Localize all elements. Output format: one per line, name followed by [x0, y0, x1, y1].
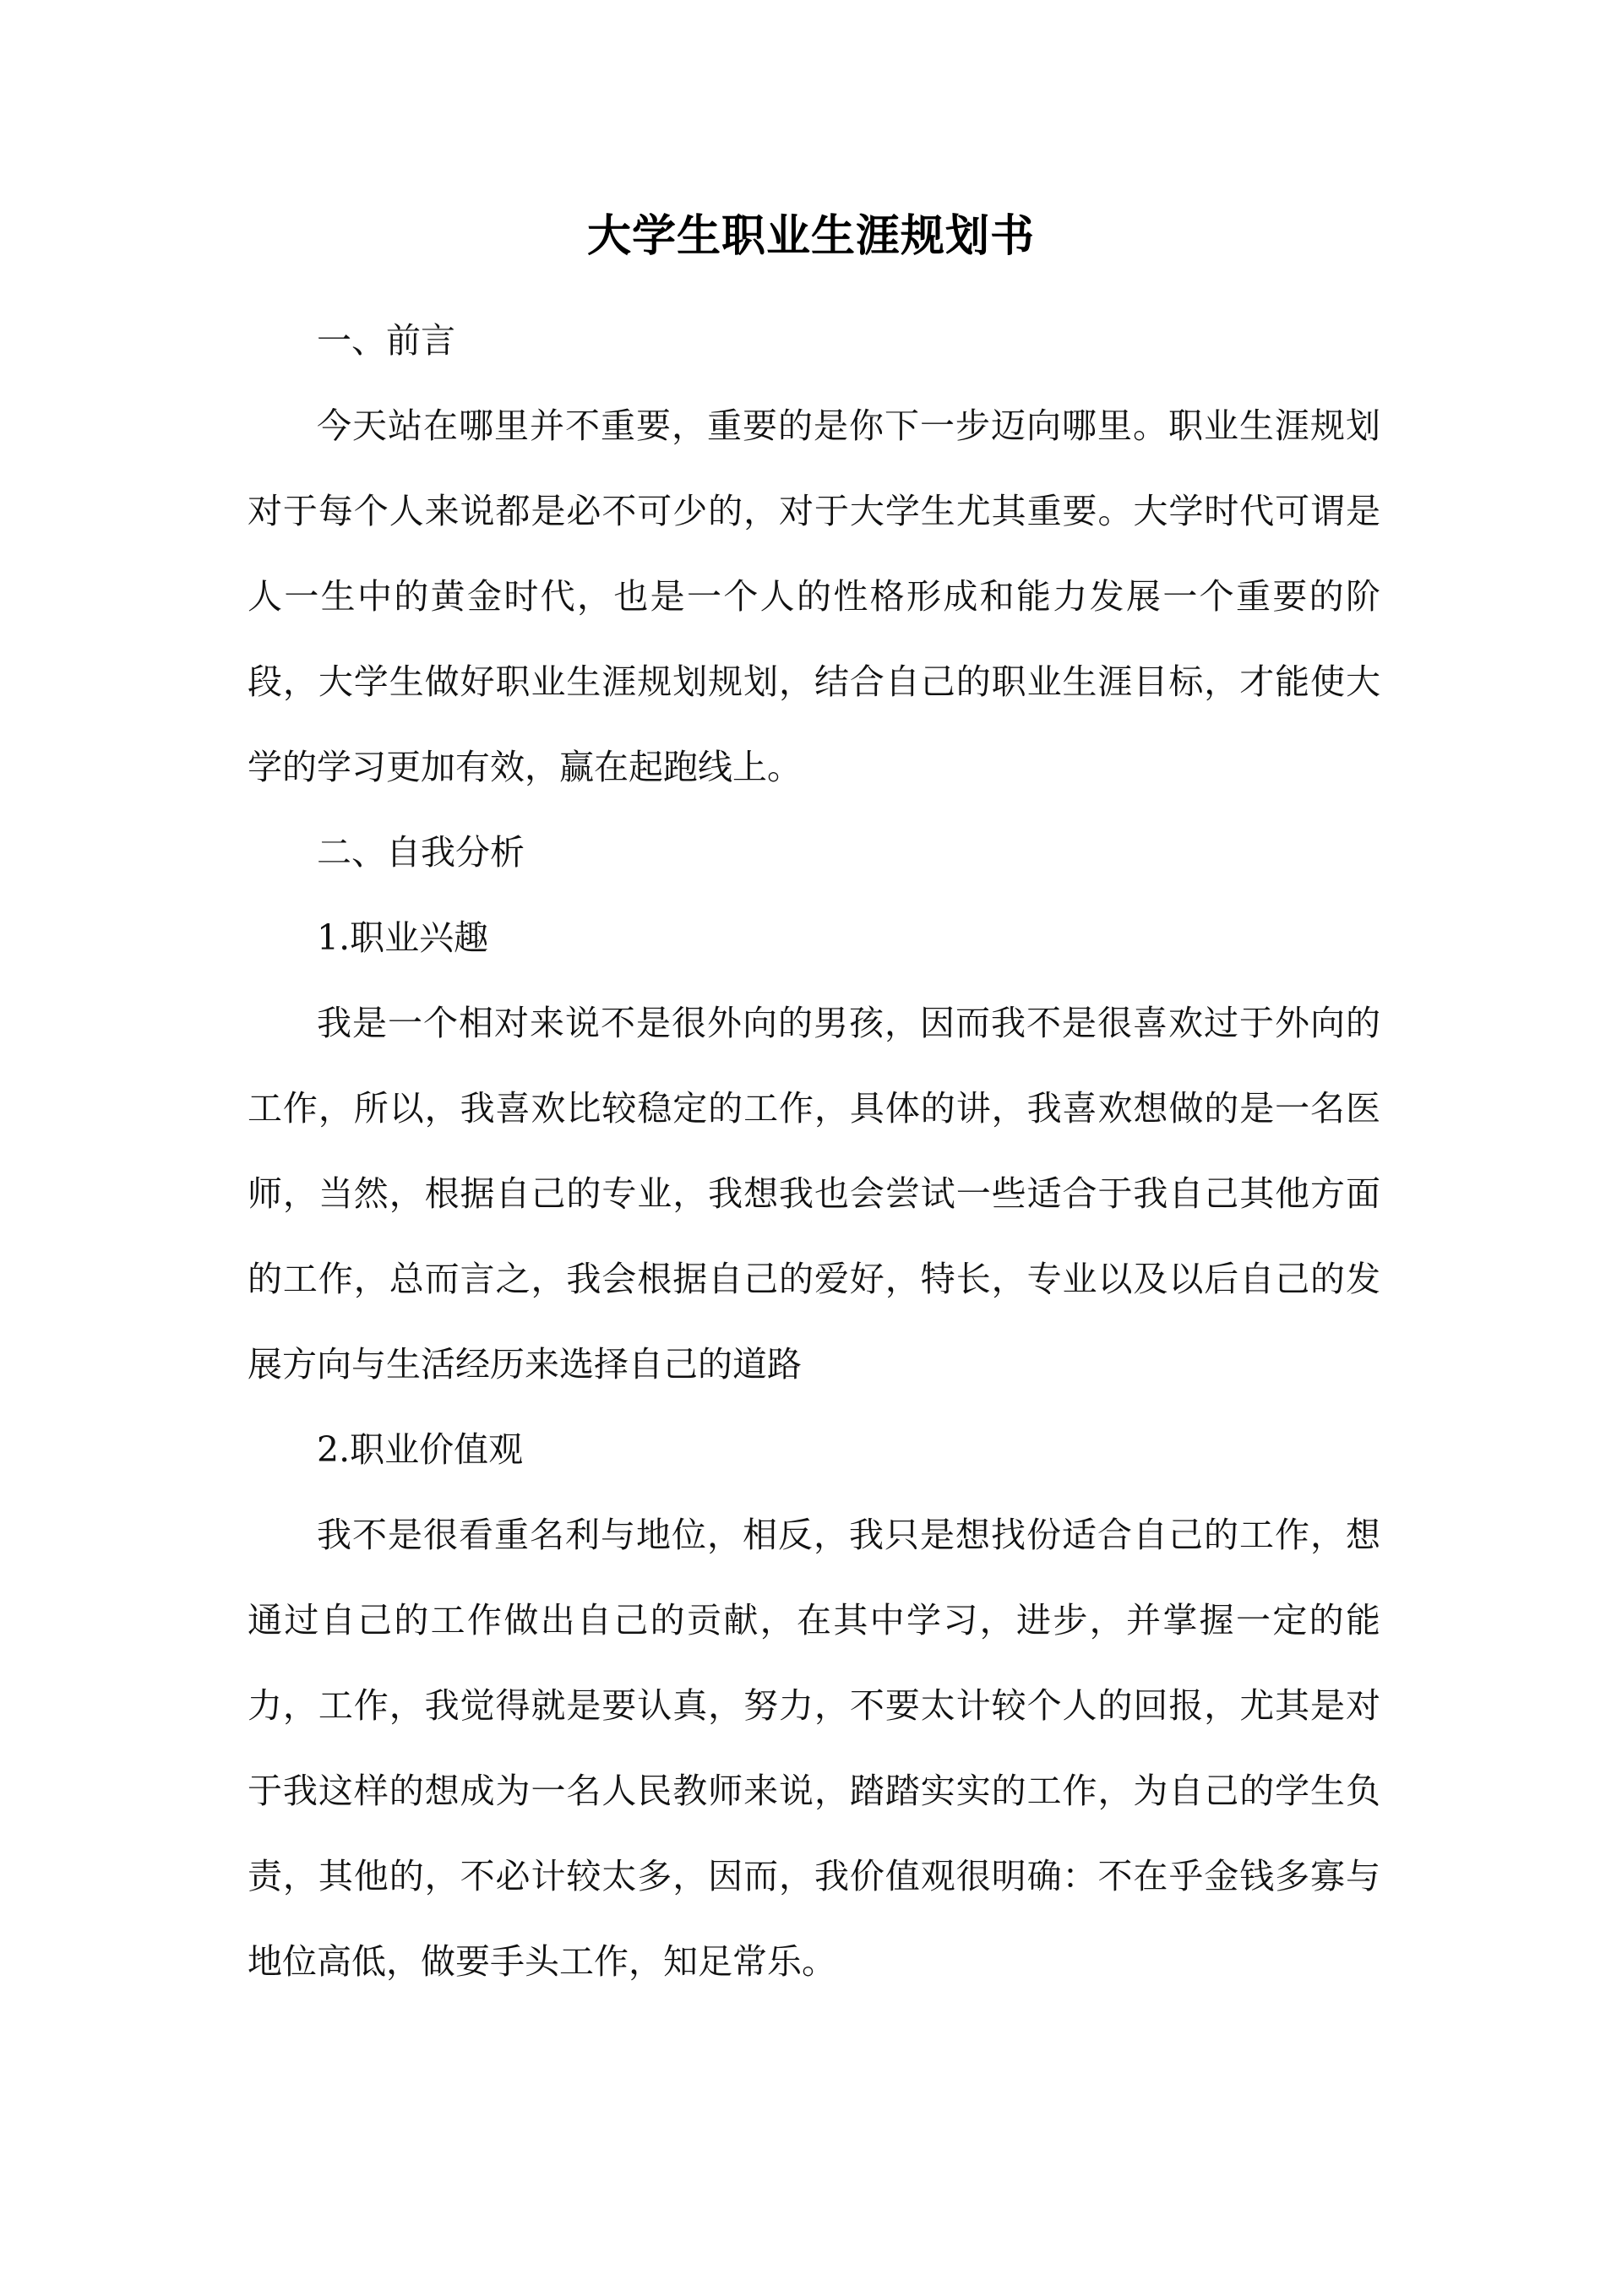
- section-heading-preface: 一、前言: [317, 320, 455, 361]
- document-title: 大学生职业生涯规划书: [586, 211, 1035, 262]
- body-paragraph: 今天站在哪里并不重要，重要的是你下一步迈向哪里。职业生涯规划对于每个人来说都是必不可少的，对于大学生尤其重要。大学时代可谓是人一生中的黄金时代，也是一个人的性格形成和能力发展一个重要的阶段，大学生做好职业生涯规划规划，结合自己的职业生涯目标，才能使大学的学习更加有效，赢在起跑线上。: [248, 405, 1380, 787]
- document-body: [248, 298, 1380, 2005]
- subheading-career-interest: 1.职业兴趣: [317, 917, 489, 958]
- body-paragraph: 我是一个相对来说不是很外向的男孩，因而我不是很喜欢过于外向的工作，所以，我喜欢比较稳定的工作，具体的讲，我喜欢想做的是一名医师，当然，根据自己的专业，我想我也会尝试一些适合于我自己其他方面的工作，总而言之，我会根据自己的爱好，特长，专业以及以后自己的发展方向与生活经历来选择自己的道路: [248, 1003, 1380, 1385]
- subheading-career-values: 2.职业价值观: [317, 1429, 524, 1470]
- section-heading-self-analysis: 二、自我分析: [317, 832, 525, 873]
- body-paragraph: 我不是很看重名利与地位，相反，我只是想找份适合自己的工作，想通过自己的工作做出自己的贡献，在其中学习，进步，并掌握一定的能力，工作，我觉得就是要认真，努力，不要太计较个人的回报，尤其是对于我这样的想成为一名人民教师来说，踏踏实实的工作，为自己的学生负责，其他的，不必计较太多，因而，我价值观很明确：不在乎金钱多寡与地位高低，做要手头工作，知足常乐。: [248, 1515, 1380, 1982]
